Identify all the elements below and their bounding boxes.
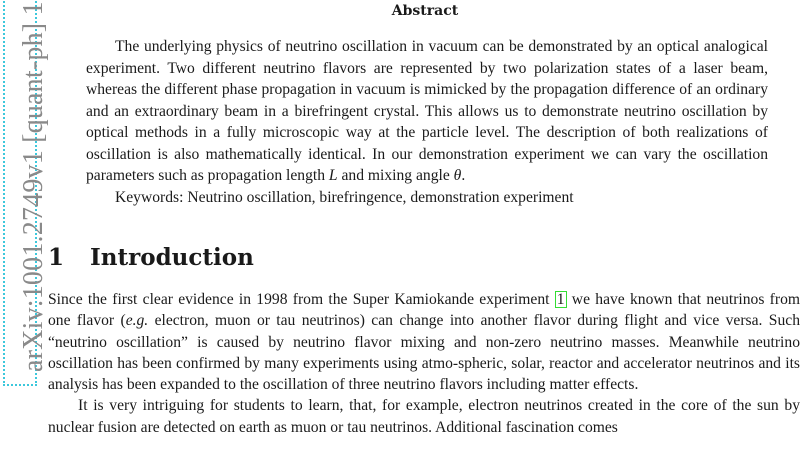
abstract-section <box>86 36 768 208</box>
paragraph: It is very intriguing for students to learn, that, for example, electron neutrinos created in the core of the sun by nuclear fusion are detected on earth as muon or tau neutrinos. Additional fascination comes <box>48 397 800 436</box>
paragraph-text: electron, muon or tau neutrinos) can change into another flavor during flight and vice versa. Such “neutrino oscillation” is caused by neutrino flavor mixing and non-zero neutrino masses. Meanwhile neutrino oscillation has been confirmed by many experiments using atmo-spheric, solar, reactor and accelerator neutrinos and its analysis has been expanded to the oscillation of three neutrino flavors including matter effects. <box>48 312 800 394</box>
keywords: Keywords: Neutrino oscillation, birefringence, demonstration experiment <box>115 188 574 206</box>
paragraph-text: we have known that neutrinos from one flavor ( <box>48 291 800 330</box>
citation-link[interactable]: 1 <box>556 291 565 308</box>
abstract-text <box>86 36 768 187</box>
symbol-theta: θ <box>453 167 462 184</box>
section-number: 1 <box>48 244 65 271</box>
abstract-text-part: The underlying physics of neutrino oscillation in vacuum can be demonstrated by an optical analogical experiment. Two different neutrino flavors are represented by two polarization states of a laser beam, whereas the different phase propagation in vacuum is mimicked by the propagation difference of an ordinary and an extraordinary beam in a birefringent crystal. This allows us to demonstrate neutrino oscillation by optical methods in a fully microscopic way at the particle level. The description of both realizations of oscillation is also mathematically identical. In our demonstration experiment we can vary the oscillation parameters such as propagation length <box>86 38 768 184</box>
abstract-text-part: and mixing angle <box>337 167 454 184</box>
section-title: Introduction <box>90 244 254 271</box>
eg-abbrev: e.g. <box>125 312 149 330</box>
abstract-text-part: . <box>461 167 466 184</box>
section-heading <box>48 244 254 271</box>
symbol-L: L <box>328 167 338 184</box>
paragraph <box>48 289 800 395</box>
paragraph-text: Since the first clear evidence in 1998 from the Super Kamiokande experiment <box>48 291 555 308</box>
introduction-body <box>48 289 800 438</box>
abstract-title: Abstract <box>391 3 459 19</box>
arxiv-stamp[interactable]: arXiv:1001.2749v1 [quant-ph] 1 <box>18 1 49 372</box>
